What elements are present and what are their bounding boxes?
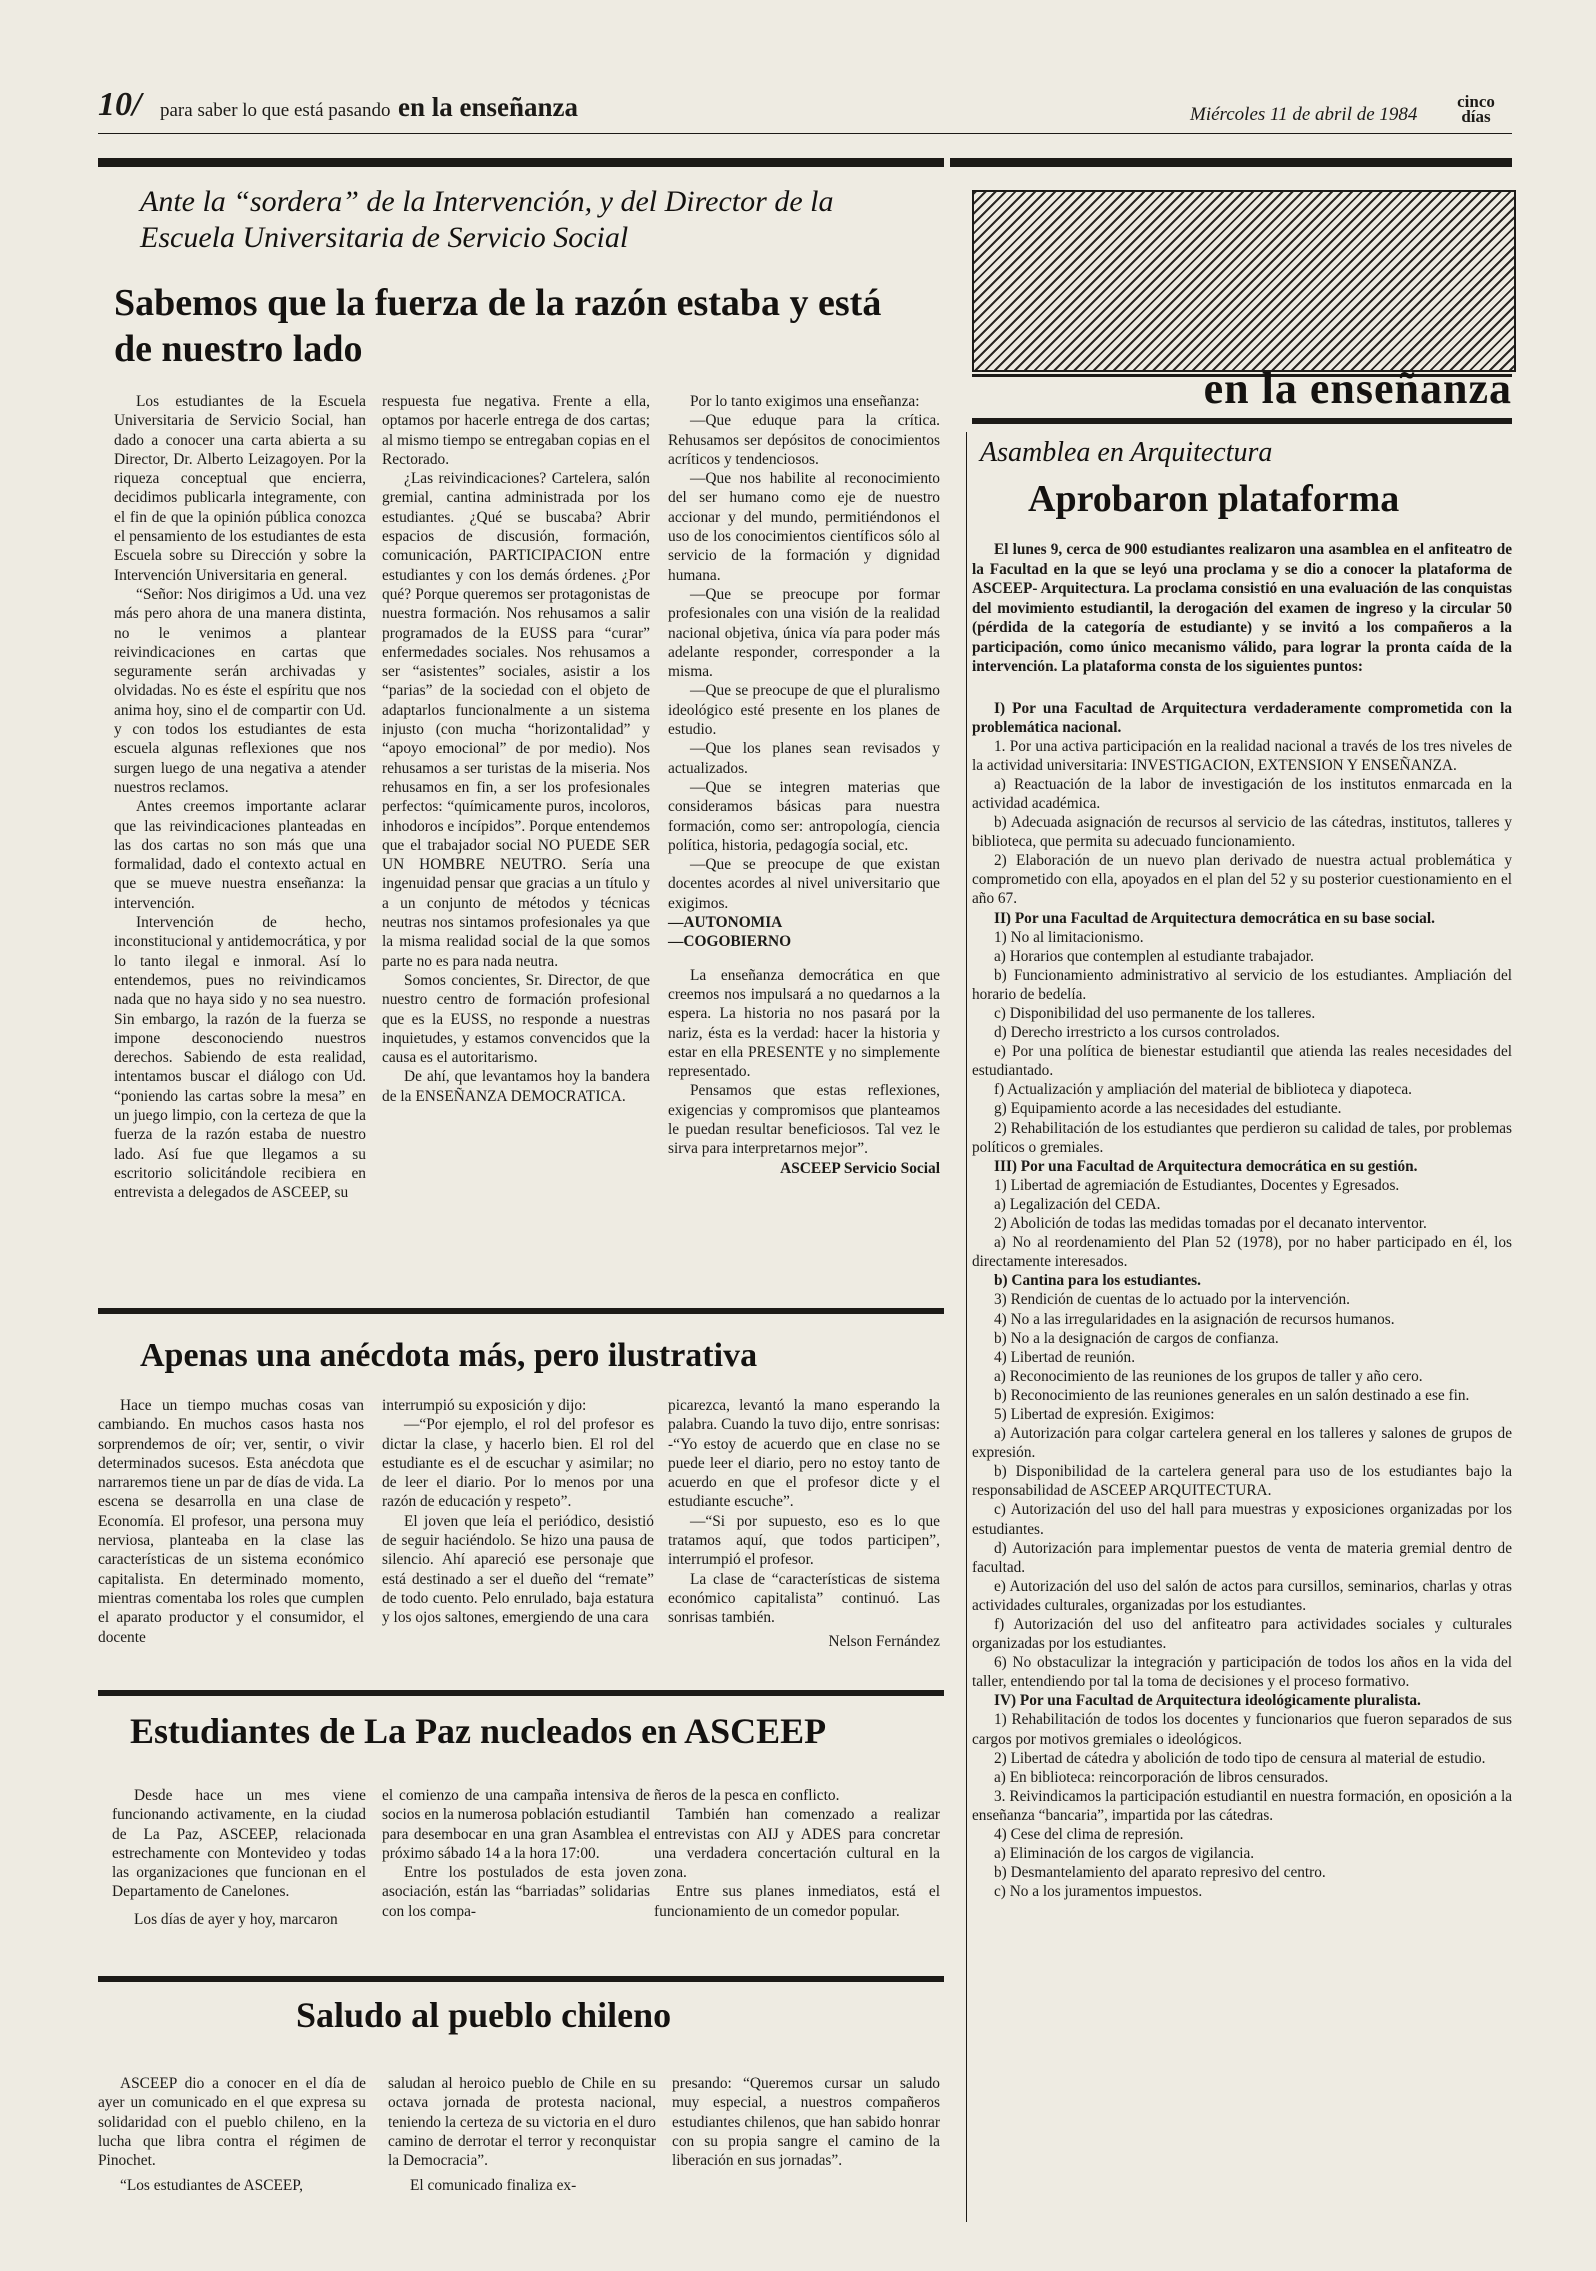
article3-headline: Estudiantes de La Paz nucleados en ASCEEP	[130, 1711, 827, 1751]
sidebar-item: I) Por una Facultad de Arquitectura verdaderamente comprometida con la problemática nacional.	[972, 699, 1512, 736]
sidebar-item: 1) Rehabilitación de todos los docentes y funcionarios que fueron separados de sus cargos por motivos gremiales o ideológicos.	[972, 1711, 1512, 1748]
article3-col2-p1: el comienzo de una campaña intensiva de socios en la numerosa población estudiantil para desembocar en una gran Asamblea el próximo sábado 14 a la hora 17:00.	[382, 1787, 650, 1862]
sidebar-item: 4) Libertad de reunión.	[994, 1348, 1136, 1366]
sidebar-item: 2) Rehabilitación de los estudiantes que perdieron su calidad de tales, por problemas políticos o gremiales.	[972, 1119, 1512, 1156]
sidebar-item: a) Reconocimiento de las reuniones de los grupos de taller y año cero.	[994, 1367, 1423, 1385]
article1-col3-p11: La enseñanza democrática en que creemos nos impulsará a no quedarnos a la espera. La historia no nos pasará por la nariz, ésta es la verdad: hacer la historia y estar en ella PRESENTE y no simplemente representado.	[668, 966, 940, 1081]
article4-col1	[98, 2074, 366, 2196]
masthead-section: en la enseñanza	[398, 92, 579, 122]
article3-col1-p1: Desde hace un mes viene funcionando activamente, en la ciudad de La Paz, ASCEEP, relacionada estrechamente con Montevideo y todas las organizaciones que funcionan en el Departamento de Canelones.	[112, 1787, 366, 1901]
article2-col1	[98, 1396, 364, 1647]
article2-col1-p1: Hace un tiempo muchas cosas van cambiando. En muchos casos hasta nos sorprendemos de oír; ver, sentir, o vivir determinados sucesos. Esta anécdota que narraremos tiene un par de días de vida. La escena se desarrolla en una clase de Economía. El profesor, una persona muy nerviosa, planteaba en la clase las características de un sistema económico capitalista. En determinado momento, mientras comentaba los roles que cumplen el aparato productor y el consumidor, el docente	[98, 1397, 364, 1646]
article3-col2-p2: Entre los postulados de esta joven asociación, están las “barriadas” solidarias con los compa-	[382, 1864, 650, 1920]
article4-headline: Saludo al pueblo chileno	[296, 1995, 672, 2035]
sidebar-item: 3. Reivindicamos la participación estudiantil en nuestra formación, en oposición a la enseñanza “bancaria”, impartida por las cátedras.	[972, 1787, 1512, 1824]
article1-headline-line1: Sabemos que la fuerza de la razón estaba y está	[114, 282, 882, 324]
article2-col2	[382, 1396, 654, 1628]
sidebar-item: b) Disponibilidad de la cartelera general para uso de los estudiantes bajo la responsabilidad de ASCEEP ARQUITECTURA.	[972, 1463, 1512, 1500]
article1-col3-p4: —Que se preocupe por formar profesionales con una visión de la realidad nacional objetiva, única vía para poder más adelante responder, corresponder a la misma.	[668, 585, 940, 681]
article1-col3-p8: —Que se preocupe de que existan docentes acordes al nivel universitario que exigimos.	[668, 856, 940, 912]
sidebar-item: II) Por una Facultad de Arquitectura democrática en su base social.	[994, 909, 1435, 927]
article1-col1-p3: Antes creemos importante aclarar que las reivindicaciones planteadas en las dos cartas no son más que una formalidad, dado el contexto actual en que se mueve nuestra enseñanza: la intervención.	[114, 798, 366, 912]
article1-kicker: Ante la “sordera” de la Intervención, y del Director de la Escuela Universitaria de Servicio Social	[140, 185, 834, 254]
article1-col3-p2: —Que eduque para la crítica. Rehusamos ser depósitos de conocimientos acríticos y tendenciosos.	[668, 412, 940, 468]
sidebar-top-rule	[950, 158, 1512, 167]
article3-col2	[382, 1786, 650, 1921]
article1-col3-p7: —Que se integren materias que consideramos básicas para nuestra formación, como ser: antropología, ciencia política, historia, pedagogía social, etc.	[668, 778, 940, 854]
sidebar-item: a) Legalización del CEDA.	[994, 1195, 1161, 1213]
sidebar-title-rule-bottom	[972, 418, 1512, 424]
sidebar-lead: El lunes 9, cerca de 900 estudiantes realizaron una asamblea en el anfiteatro de la Facultad en la que se leyó una proclama y se dio a conocer la plataforma de ASCEEP- Arquitectura. La proclama consistió en una evaluación de las conquistas del movimiento estudiantil, la derogación del examen de ingreso y la circular 50 (pérdida de la categoría de estudiante) y se invitó a los compañeros a la participación, como único mecanismo válido, para lograr la pronta caída de la intervención. La plataforma consta de los siguientes puntos:	[972, 541, 1512, 675]
article4-col2-p1: saludan al heroico pueblo de Chile en su octava jornada de protesta nacional, teniendo la certeza de su victoria en el duro camino de derrotar el terror y reconquistar la Democracia”.	[388, 2075, 656, 2170]
sidebar-item: g) Equipamiento acorde a las necesidades del estudiante.	[994, 1100, 1342, 1118]
article3-top-rule	[98, 1690, 944, 1696]
sidebar-item: a) Reactuación de la labor de investigación de los institutos enmarcada en la actividad académica.	[972, 775, 1512, 812]
article4-col3-p1: presando: “Queremos cursar un saludo muy especial, a nuestros compañeros estudiantes chilenos, que han sabido honrar con su propia sangre el camino de la liberación en sus jornadas”.	[672, 2075, 940, 2170]
article4-col3	[672, 2074, 940, 2170]
sidebar-item: b) Reconocimiento de las reuniones generales en un salón destinado a ese fin.	[994, 1386, 1470, 1404]
sidebar-item: IV) Por una Facultad de Arquitectura ideológicamente pluralista.	[994, 1692, 1421, 1710]
sidebar-item: f) Actualización y ampliación del material de biblioteca y diapoteca.	[994, 1081, 1412, 1099]
sidebar-item: 4) Cese del clima de represión.	[994, 1826, 1184, 1844]
sidebar-item: III) Por una Facultad de Arquitectura democrática en su gestión.	[994, 1157, 1418, 1175]
sidebar-item: 4) No a las irregularidades en la asignación de recursos humanos.	[994, 1310, 1395, 1328]
article1-col3-p6: —Que los planes sean revisados y actualizados.	[668, 740, 940, 777]
sidebar-item: a) En biblioteca: reincorporación de libros censurados.	[994, 1768, 1329, 1786]
article2-col3-p2: —“Si por supuesto, eso es lo que tratamos aquí, que todos participen”, interrumpió el profesor.	[668, 1512, 940, 1569]
masthead-rule	[98, 133, 1512, 134]
sidebar-item: e) Por una política de bienestar estudiantil que atienda las reales necesidades del estudiantado.	[972, 1043, 1512, 1080]
article3-col1	[112, 1786, 366, 1929]
section-graphic	[972, 190, 1516, 372]
article4-col1-p1: ASCEEP dio a conocer en el día de ayer un comunicado en el que expresa su solidaridad con el pueblo chileno, en la lucha que libra contra el régimen de Pinochet.	[98, 2075, 366, 2170]
article3-col3-p3: Entre sus planes inmediatos, está el funcionamiento de un comedor popular.	[654, 1883, 940, 1920]
sidebar-item: c) Autorización del uso del hall para muestras y exposiciones organizadas por los estudiantes.	[972, 1501, 1512, 1538]
sidebar-headline: Aprobaron plataforma	[1028, 478, 1400, 520]
sidebar-item: b) Cantina para los estudiantes.	[994, 1272, 1201, 1290]
sidebar-item: a) Eliminación de los cargos de vigilancia.	[994, 1845, 1255, 1863]
article4-top-rule	[98, 1976, 944, 1982]
article1-col2-p4: De ahí, que levantamos hoy la bandera de la ENSEÑANZA DEMOCRATICA.	[382, 1068, 650, 1105]
article4-col1-p2: “Los estudiantes de ASCEEP,	[120, 2177, 303, 2195]
article1-col2-p3: Somos concientes, Sr. Director, de que nuestro centro de formación profesional que es la EUSS, no responde a nuestras inquietudes, y estamos convencidos que la causa es el autoritarismo.	[382, 971, 650, 1067]
article3-col3	[654, 1786, 940, 1921]
masthead-logo: cinco días	[1457, 92, 1495, 126]
sidebar-item: c) No a los juramentos impuestos.	[994, 1883, 1203, 1901]
sidebar-item: a) Horarios que contemplen al estudiante trabajador.	[994, 947, 1314, 965]
article2-col3	[668, 1396, 940, 1651]
article1-col3-cogobierno: —COGOBIERNO	[668, 933, 792, 951]
article3-col3-p1: ñeros de la pesca en conflicto.	[654, 1787, 840, 1804]
sidebar-item: d) Autorización para implementar puestos de venta de materia gremial dentro de facultad.	[972, 1539, 1512, 1576]
masthead-lead-in: para saber lo que está pasando	[160, 100, 391, 121]
sidebar-item: 2) Libertad de cátedra y abolición de todo tipo de censura al material de estudio.	[994, 1749, 1486, 1767]
article2-headline: Apenas una anécdota más, pero ilustrativa	[140, 1337, 758, 1374]
sidebar-item: b) Desmantelamiento del aparato represivo del centro.	[994, 1864, 1326, 1882]
masthead-date: Miércoles 11 de abril de 1984	[1190, 104, 1418, 125]
sidebar-item: 1) No al limitacionismo.	[994, 928, 1144, 946]
article2-signature: Nelson Fernández	[828, 1632, 940, 1650]
sidebar-item: b) No a la designación de cargos de confianza.	[994, 1329, 1279, 1347]
article1-col1-p1: Los estudiantes de la Escuela Universitaria de Servicio Social, han dado a conocer una carta abierta a su Director, Dr. Alberto Leizagoyen. Por la riqueza conceptual que encierra, decidimos publicarla integramente, con el fin de que la opinión pública conozca el pensamiento de los estudiantes de esta Escuela sobre su Dirección y sobre la Intervención Universitaria en general.	[114, 393, 366, 584]
article2-col3-p3: La clase de “características de sistema económico capitalista” continuó. Las sonrisas también.	[668, 1570, 940, 1627]
article3-col1-p2: Los días de ayer y hoy, marcaron	[134, 1910, 338, 1928]
article1-col1	[114, 392, 366, 1202]
sidebar-item: a) Autorización para colgar cartelera general en los talleres y salones de grupos de expresión.	[972, 1425, 1512, 1462]
article1-col3-p5: —Que se preocupe de que el pluralismo ideológico esté presente en los planes de estudio.	[668, 682, 940, 739]
article2-top-rule	[98, 1308, 944, 1314]
article1-col3-p1: Por lo tanto exigimos una enseñanza:	[690, 393, 920, 410]
sidebar-section-title: en la enseñanza	[1203, 364, 1512, 413]
article1-top-rule	[98, 158, 944, 167]
sidebar-item: 1) Libertad de agremiación de Estudiantes, Docentes y Egresados.	[994, 1176, 1400, 1194]
sidebar-body	[972, 540, 1512, 1901]
article1-col2-p1: respuesta fue negativa. Frente a ella, optamos por hacerle entrega de dos cartas; al mismo tiempo se entregaban copias en el Rectorado.	[382, 393, 650, 468]
page-number: 10/	[98, 86, 142, 123]
article1-col3-p3: —Que nos habilite al reconocimiento del ser humano como eje de nuestro accionar y del mundo, permitiéndonos el uso de los conocimientos científicos sólo al servicio de la formación y dignidad humana.	[668, 470, 940, 584]
article1-signature: ASCEEP Servicio Social	[780, 1159, 940, 1177]
article1-col3-autonomia: —AUTONOMIA	[668, 914, 783, 932]
sidebar-item: 2) Elaboración de un nuevo plan derivado de nuestra actual problemática y comprometido con ella, apoyados en el plan del 52 y su posterior cuestionamiento en el año 67.	[972, 852, 1512, 908]
article1-col3	[668, 392, 940, 1178]
article2-col2-p3: El joven que leía el periódico, desistió de seguir haciéndolo. Se hizo una pausa de silencio. Ahí apareció ese personaje que está destinado a ser el dueño del “remate” de todo cuento. Pelo enrulado, baja estatura y los ojos saltones, emergiendo de una cara	[382, 1512, 654, 1627]
sidebar-item: 2) Abolición de todas las medidas tomadas por el decanato interventor.	[994, 1215, 1427, 1233]
sidebar-kicker: Asamblea en Arquitectura	[980, 437, 1273, 468]
sidebar-items	[972, 699, 1512, 1902]
sidebar-item: f) Autorización del uso del anfiteatro para actividades sociales y culturales organizadas por los estudiantes.	[972, 1616, 1512, 1653]
article1-col2	[382, 392, 650, 1106]
sidebar-item: 5) Libertad de expresión. Exigimos:	[994, 1405, 1215, 1423]
sidebar-item: a) No al reordenamiento del Plan 52 (1978), por no haber participado en él, los directamente interesados.	[972, 1234, 1512, 1271]
article4-col2-p2: El comunicado finaliza ex-	[410, 2177, 577, 2195]
article1-headline-line2: de nuestro lado	[114, 328, 363, 370]
sidebar-item: d) Derecho irrestricto a los cursos controlados.	[994, 1024, 1280, 1042]
article1-col2-p2: ¿Las reivindicaciones? Cartelera, salón gremial, cantina administrada por los estudiantes. ¿Qué se buscaba? Abrir espacios de discusión, formación, comunicación, PARTICIPACION entre estudiantes y con los demás órdenes. ¿Por qué? Porque queremos ser protagonistas de nuestra formación. Nos rehusamos a salir programados de la EUSS para “curar” enfermedades sociales. Nos rehusamos a ser “asistentes” sociales, asistir a los “parias” de la sociedad con el objeto de adaptarlos funcionalmente a un sistema injusto (con mucha “horizontalidad” y “apoyo emocional” de por medio). Nos rehusamos a ser turistas de la miseria. Nos rehusamos en fin, a ser los profesionales perfectos: “químicamente puros, incoloros, inhodoros e incípidos”. Porque entendemos que el trabajador social NO PUEDE SER UN HOMBRE NEUTRO. Sería una ingenuidad pensar que gracias a un título y a un conjunto de métodos y técnicas neutras nos sintamos profesionales ya que la misma realidad social de la que somos parte no es para nada neutra.	[382, 470, 651, 970]
article1-col1-p4: Intervención de hecho, inconstitucional y antidemocrática, y por lo tanto ilegal e inmoral. Así lo entendemos, pues no reivindicamos nada que no haya sido y no sea nuestro. Sin embargo, la razón de la fuerza se impone desconociendo nuestros derechos. Sabiendo de esta realidad, intentamos buscar el diálogo con Ud. “poniendo las cartas sobre la mesa” en un juego limpio, con la certeza de que la fuerza de la razón estaba de nuestro lado. Así fue que llegamos a su escritorio solicitándole recibiera en entrevista a delegados de ASCEEP, su	[114, 914, 366, 1202]
sidebar-item: 1. Por una activa participación en la realidad nacional a través de los tres niveles de la actividad universitaria: INVESTIGACION, EXTENSION Y ENSEÑANZA.	[972, 737, 1512, 774]
article1-headline	[114, 280, 954, 372]
sidebar-item: b) Adecuada asignación de recursos al servicio de las cátedras, institutos, talleres y biblioteca, que permita su adecuado funcionamiento.	[972, 814, 1512, 851]
article3-col3-p2: También han comenzado a realizar entrevistas con AIJ y ADES para concretar una verdadera concertación cultural en la zona.	[654, 1806, 940, 1882]
sidebar-item: 3) Rendición de cuentas de lo actuado por la intervención.	[994, 1291, 1350, 1309]
article4-col2	[388, 2074, 656, 2196]
article2-col2-p2: —“Por ejemplo, el rol del profesor es dictar la clase, y hacerlo bien. El rol del estudiante es el de escuchar y asimilar; no de leer el diario. Por lo menos por una razón de educación y respeto”.	[382, 1416, 654, 1511]
article1-col3-p12: Pensamos que estas reflexiones, exigencias y compromisos que planteamos le puedan resultar beneficiosos. Tal vez le sirva para interpretarnos mejor”.	[668, 1082, 940, 1158]
sidebar-item: c) Disponibilidad del uso permanente de los talleres.	[994, 1005, 1316, 1022]
sidebar-item: b) Funcionamiento administrativo al servicio de los estudiantes. Ampliación del horario de bedelía.	[972, 966, 1512, 1003]
article1-col1-p2: “Señor: Nos dirigimos a Ud. una vez más pero ahora de una manera distinta, no le venimos a plantear reivindicaciones en cartas que seguramente serán archivadas y olvidadas. No es éste el espíritu que nos anima hoy, sino el de compartir con Ud. y con todos los estudiantes de esta escuela algunas reflexiones que nos surgen luego de una negativa a atender nuestros reclamos.	[114, 585, 366, 796]
article2-col2-p1: interrumpió su exposición y dijo:	[382, 1397, 587, 1414]
sidebar-item: 6) No obstaculizar la integración y participación de todos los años en la vida del taller, entendiendo por tal la toma de decisiones y el proceso formativo.	[972, 1654, 1512, 1691]
sidebar-item: e) Autorización del uso del salón de actos para cursillos, seminarios, charlas y otras actividades culturales, organizadas por los estudiantes.	[972, 1577, 1512, 1614]
article2-col3-p1: picarezca, levantó la mano esperando la palabra. Cuando la tuvo dijo, entre sonrisas: -“Yo estoy de acuerdo que en clase no se puede leer el diario, pero no estoy tanto de acuerdo en que el profesor dicte y el estudiante escuche”.	[668, 1397, 940, 1511]
